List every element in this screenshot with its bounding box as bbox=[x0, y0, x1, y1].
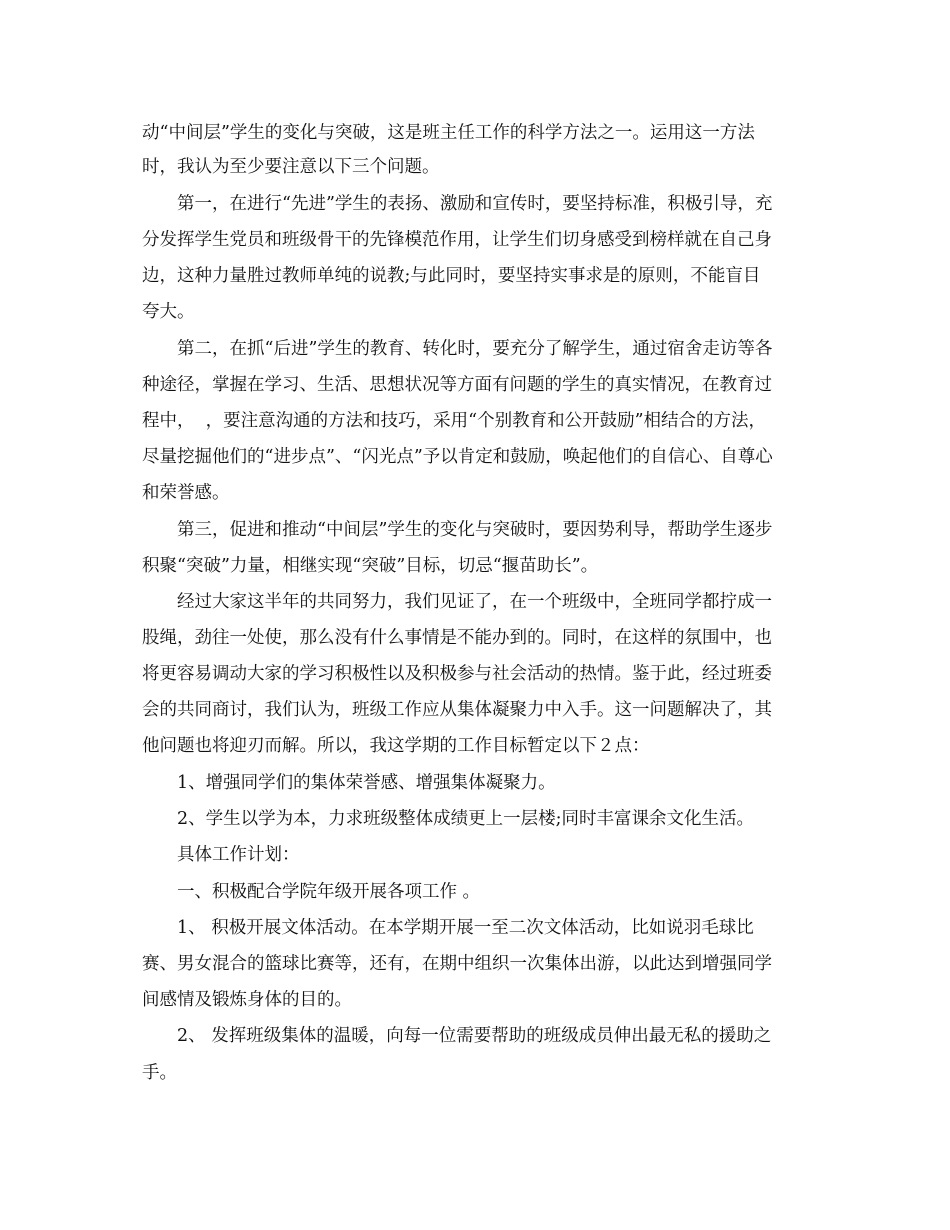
text-line: 一、积极配合学院年级开展各项工作 。 bbox=[177, 882, 481, 902]
text-line: 他问题也将迎刃而解。所以，我这学期的工作目标暂定以下２点： bbox=[142, 736, 650, 756]
text-line: 第三，促进和推动“中间层”学生的变化与突破时，要因势利导，帮助学生逐步 bbox=[177, 520, 773, 540]
text-line: 种途径，掌握在学习、生活、思想状况等方面有问题的学生的真实情况，在教育过 bbox=[142, 375, 772, 395]
text-line: 经过大家这半年的共同努力，我们见证了，在一个班级中，全班同学都拧成一 bbox=[177, 592, 772, 612]
text-line: 和荣誉感。 bbox=[142, 483, 230, 503]
text-line: 1、 积极开展文体活动。在本学期开展一至二次文体活动，比如说羽毛球比 bbox=[177, 918, 754, 938]
text-line: 赛、男女混合的篮球比赛等，还有，在期中组织一次集体出游，以此达到增强同学 bbox=[142, 954, 772, 974]
text-line: 1、增强同学们的集体荣誉感、增强集体凝聚力。 bbox=[177, 773, 556, 793]
text-line: 会的共同商讨，我们认为，班级工作应从集体凝聚力中入手。这一问题解决了，其 bbox=[142, 700, 772, 720]
text-line: 尽量挖掘他们的“进步点”、“闪光点”予以肯定和鼓励，唤起他们的自信心、自尊心 bbox=[142, 447, 773, 467]
text-line: 第一，在进行“先进”学生的表扬、激励和宣传时，要坚持标准，积极引导，充 bbox=[177, 194, 773, 214]
text-line: 2、学生以学为本，力求班级整体成绩更上一层楼;同时丰富课余文化生活。 bbox=[177, 809, 755, 829]
text-line: 积聚“突破”力量，相继实现“突破”目标，切忌“揠苗助长”。 bbox=[142, 556, 599, 576]
text-line: 边，这种力量胜过教师单纯的说教;与此同时，要坚持实事求是的原则，不能盲目 bbox=[142, 266, 761, 286]
text-line: 夸大。 bbox=[142, 302, 195, 322]
text-line: 具体工作计划： bbox=[177, 845, 300, 865]
text-line: 程中， ，要注意沟通的方法和技巧，采用“个别教育和公开鼓励”相结合的方法， bbox=[142, 411, 767, 431]
text-line: 将更容易调动大家的学习积极性以及积极参与社会活动的热情。鉴于此，经过班委 bbox=[142, 664, 772, 684]
text-line: 间感情及锻炼身体的目的。 bbox=[142, 990, 352, 1010]
text-line: 时，我认为至少要注意以下三个问题。 bbox=[142, 157, 440, 177]
text-line: 2、 发挥班级集体的温暖，向每一位需要帮助的班级成员伸出最无私的援助之 bbox=[177, 1026, 772, 1046]
text-line: 手。 bbox=[142, 1063, 177, 1083]
text-line: 第二，在抓“后进”学生的教育、转化时，要充分了解学生，通过宿舍走访等各 bbox=[177, 339, 773, 359]
text-line: 动“中间层”学生的变化与突破，这是班主任工作的科学方法之一。运用这一方法 bbox=[142, 123, 755, 143]
text-line: 分发挥学生党员和班级骨干的先锋模范作用，让学生们切身感受到榜样就在自己身 bbox=[142, 230, 772, 250]
text-line: 股绳，劲往一处使，那么没有什么事情是不能办到的。同时，在这样的氛围中，也 bbox=[142, 628, 772, 648]
